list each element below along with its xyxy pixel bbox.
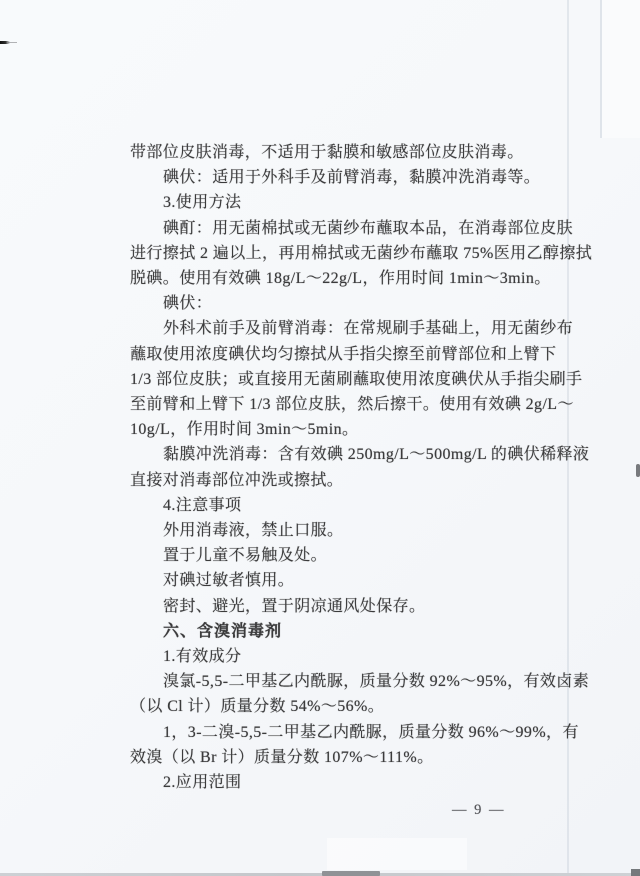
scan-artifact-right-edge-speck bbox=[636, 464, 640, 477]
scan-artifact-paper-edge bbox=[600, 0, 602, 138]
scan-artifact-left-edge-mark bbox=[0, 41, 10, 44]
document-text-block bbox=[130, 140, 593, 795]
text-line: 至前臂和上臂下 1/3 部位皮肤，然后擦干。使用有效碘 2g/L～ bbox=[130, 396, 574, 414]
text-line: 溴氯-5,5-二甲基乙内酰脲，质量分数 92%～95%，有效卤素 bbox=[163, 673, 590, 691]
text-line: 脱碘。使用有效碘 18g/L～22g/L，作用时间 1min～3min。 bbox=[130, 270, 551, 288]
page-number: — 9 — bbox=[452, 802, 506, 818]
text-line: 进行擦拭 2 遍以上，再用棉拭或无菌纱布蘸取 75%医用乙醇擦拭 bbox=[130, 244, 593, 262]
text-line: 1/3 部位皮肤；或直接用无菌刷蘸取使用浓度碘伏从手指尖刷手 bbox=[130, 370, 583, 388]
text-line: 3.使用方法 bbox=[163, 194, 242, 212]
text-line: 2.应用范围 bbox=[163, 774, 242, 792]
text-line: 直接对消毒部位冲洗或擦拭。 bbox=[130, 471, 344, 489]
text-line: 10g/L，作用时间 3min～5min。 bbox=[130, 421, 359, 439]
text-line: 黏膜冲洗消毒：含有效碘 250mg/L～500mg/L 的碘伏稀释液 bbox=[163, 446, 590, 464]
text-line: 效溴（以 Br 计）质量分数 107%～111%。 bbox=[130, 748, 434, 766]
scan-artifact-light-patch-top bbox=[602, 0, 640, 138]
text-line: 带部位皮肤消毒，不适用于黏膜和敏感部位皮肤消毒。 bbox=[130, 144, 524, 161]
scan-artifact-left-edge-mark-tail bbox=[8, 42, 17, 43]
text-line: 碘酊：用无菌棉拭或无菌纱布蘸取本品，在消毒部位皮肤 bbox=[163, 219, 574, 237]
text-line: 外用消毒液，禁止口服。 bbox=[163, 522, 344, 540]
text-line: 1.有效成分 bbox=[163, 648, 242, 666]
text-line: 4.注意事项 bbox=[163, 496, 242, 514]
text-line: 蘸取使用浓度碘伏均匀擦拭从手指尖擦至前臂部位和上臂下 bbox=[130, 345, 557, 363]
text-line: 对碘过敏者慎用。 bbox=[163, 572, 295, 590]
text-line: 置于儿童不易触及处。 bbox=[163, 547, 328, 565]
text-line: 外科术前手及前臂消毒：在常规刷手基础上，用无菌纱布 bbox=[163, 320, 574, 338]
text-line: 碘伏：适用于外科手及前臂消毒，黏膜冲洗消毒等。 bbox=[163, 169, 541, 187]
text-line: 碘伏： bbox=[163, 295, 213, 313]
scan-artifact-corner-speck bbox=[631, 869, 640, 876]
text-line: 六、含溴消毒剂 bbox=[163, 622, 283, 640]
text-line: 密封、避光，置于阴凉通风处保存。 bbox=[163, 597, 426, 615]
scan-artifact-light-patch-bottom bbox=[327, 838, 467, 870]
scan-artifact-bottom-smudge bbox=[322, 871, 380, 876]
text-line: 1，3-二溴-5,5-二甲基乙内酰脲，质量分数 96%～99%，有 bbox=[163, 723, 579, 741]
text-line: （以 Cl 计）质量分数 54%～56%。 bbox=[130, 698, 385, 716]
